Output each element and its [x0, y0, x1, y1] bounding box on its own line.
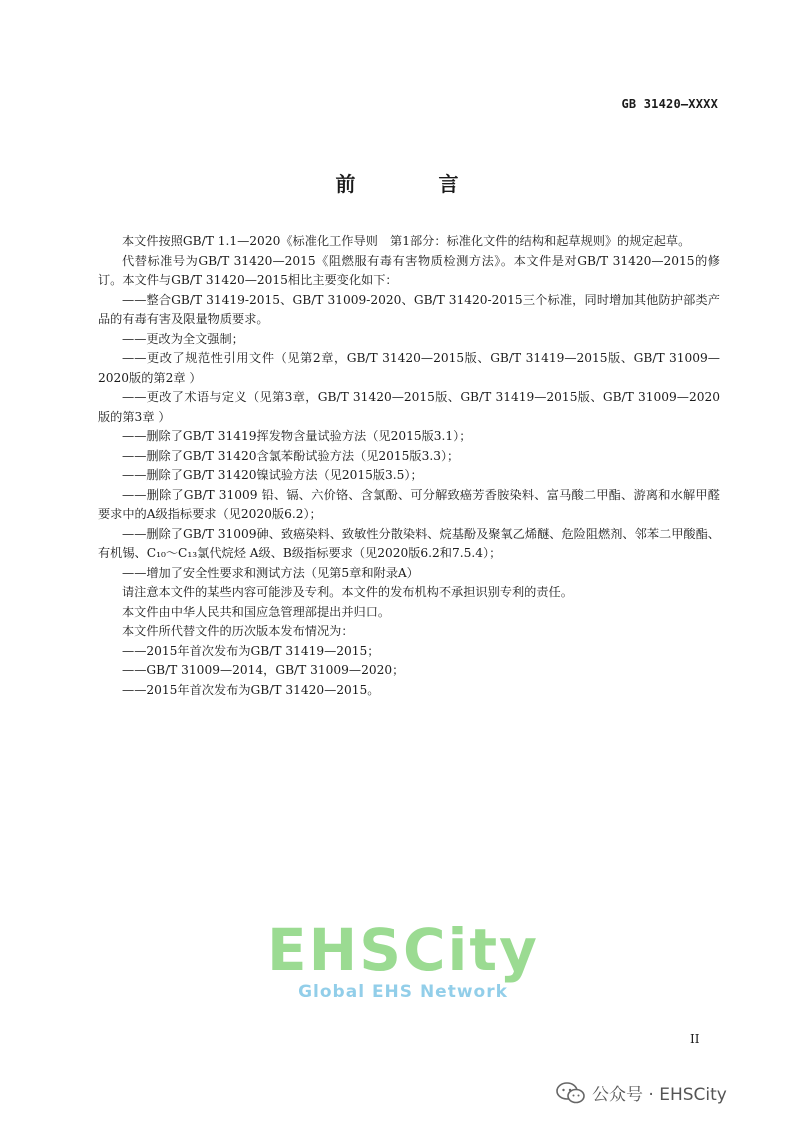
paragraph: ——删除了GB/T 31420含氯苯酚试验方法（见2015版3.3）； — [122, 448, 460, 463]
watermark-main-text: EHSCity — [267, 916, 539, 984]
paragraph: ——更改了术语与定义（见第3章，GB/T 31420—2015版、GB/T 31419—2015版、GB/T 31009—2020版的第3章 ） — [98, 390, 720, 424]
wechat-icon — [556, 1081, 586, 1105]
paragraph: ——2015年首次发布为GB/T 31420—2015。 — [122, 682, 380, 697]
paragraph: 代替标准号为GB/T 31420—2015《阻燃服有毒有害物质检测方法》。本文件是对GB/T 31420—2015的修订。本文件与GB/T 31420—2015相比主要变化如下： — [98, 253, 720, 287]
paragraph: 本文件所代替文件的历次版本发布情况为： — [122, 624, 354, 638]
foreword-body — [98, 232, 720, 700]
paragraph: ——GB/T 31009—2014，GB/T 31009—2020； — [122, 663, 405, 677]
document-code: GB 31420—XXXX — [621, 97, 718, 111]
paragraph: ——2015年首次发布为GB/T 31419—2015； — [122, 643, 380, 658]
page-number: II — [690, 1032, 700, 1046]
watermark-logo — [258, 916, 548, 1026]
footer-text: 公众号 · EHSCity — [592, 1085, 727, 1105]
paragraph: ——删除了GB/T 31419挥发物含量试验方法（见2015版3.1）； — [122, 429, 472, 443]
footer-account — [556, 1080, 727, 1105]
paragraph: 请注意本文件的某些内容可能涉及专利。本文件的发布机构不承担识别专利的责任。 — [122, 585, 573, 599]
paragraph: ——增加了安全性要求和测试方法（见第5章和附录A） — [122, 565, 419, 580]
watermark-sub-text: Global EHS Network — [298, 982, 508, 1002]
paragraph: 本文件由中华人民共和国应急管理部提出并归口。 — [122, 604, 391, 619]
paragraph: ——整合GB/T 31419-2015、GB/T 31009-2020、GB/T 31420-2015三个标准，同时增加其他防护部类产品的有毒有害及限量物质要求。 — [98, 292, 720, 326]
paragraph: ——更改为全文强制； — [122, 331, 244, 346]
paragraph: ——删除了GB/T 31420镍试验方法（见2015版3.5）； — [122, 468, 423, 482]
paragraph: ——更改了规范性引用文件（见第2章，GB/T 31420—2015版、GB/T 31419—2015版、GB/T 31009—2020版的第2章 ） — [98, 351, 720, 385]
paragraph: 本文件按照GB/T 1.1—2020《标准化工作导则 第1部分：标准化文件的结构和起草规则》的规定起草。 — [122, 234, 691, 248]
paragraph: ——删除了GB/T 31009砷、致癌染料、致敏性分散染料、烷基酚及聚氧乙烯醚、危险阻燃剂、邻苯二甲酸酯、有机锡、C₁₀～C₁₃氯代烷烃 A级、B级指标要求（见2020版6.2和7.5.4）； — [98, 526, 720, 560]
page-title: 前 言 — [335, 172, 497, 196]
paragraph: ——删除了GB/T 31009 铅、镉、六价铬、含氯酚、可分解致癌芳香胺染料、富马酸二甲酯、游离和水解甲醛要求中的A级指标要求（见2020版6.2）； — [98, 487, 720, 521]
